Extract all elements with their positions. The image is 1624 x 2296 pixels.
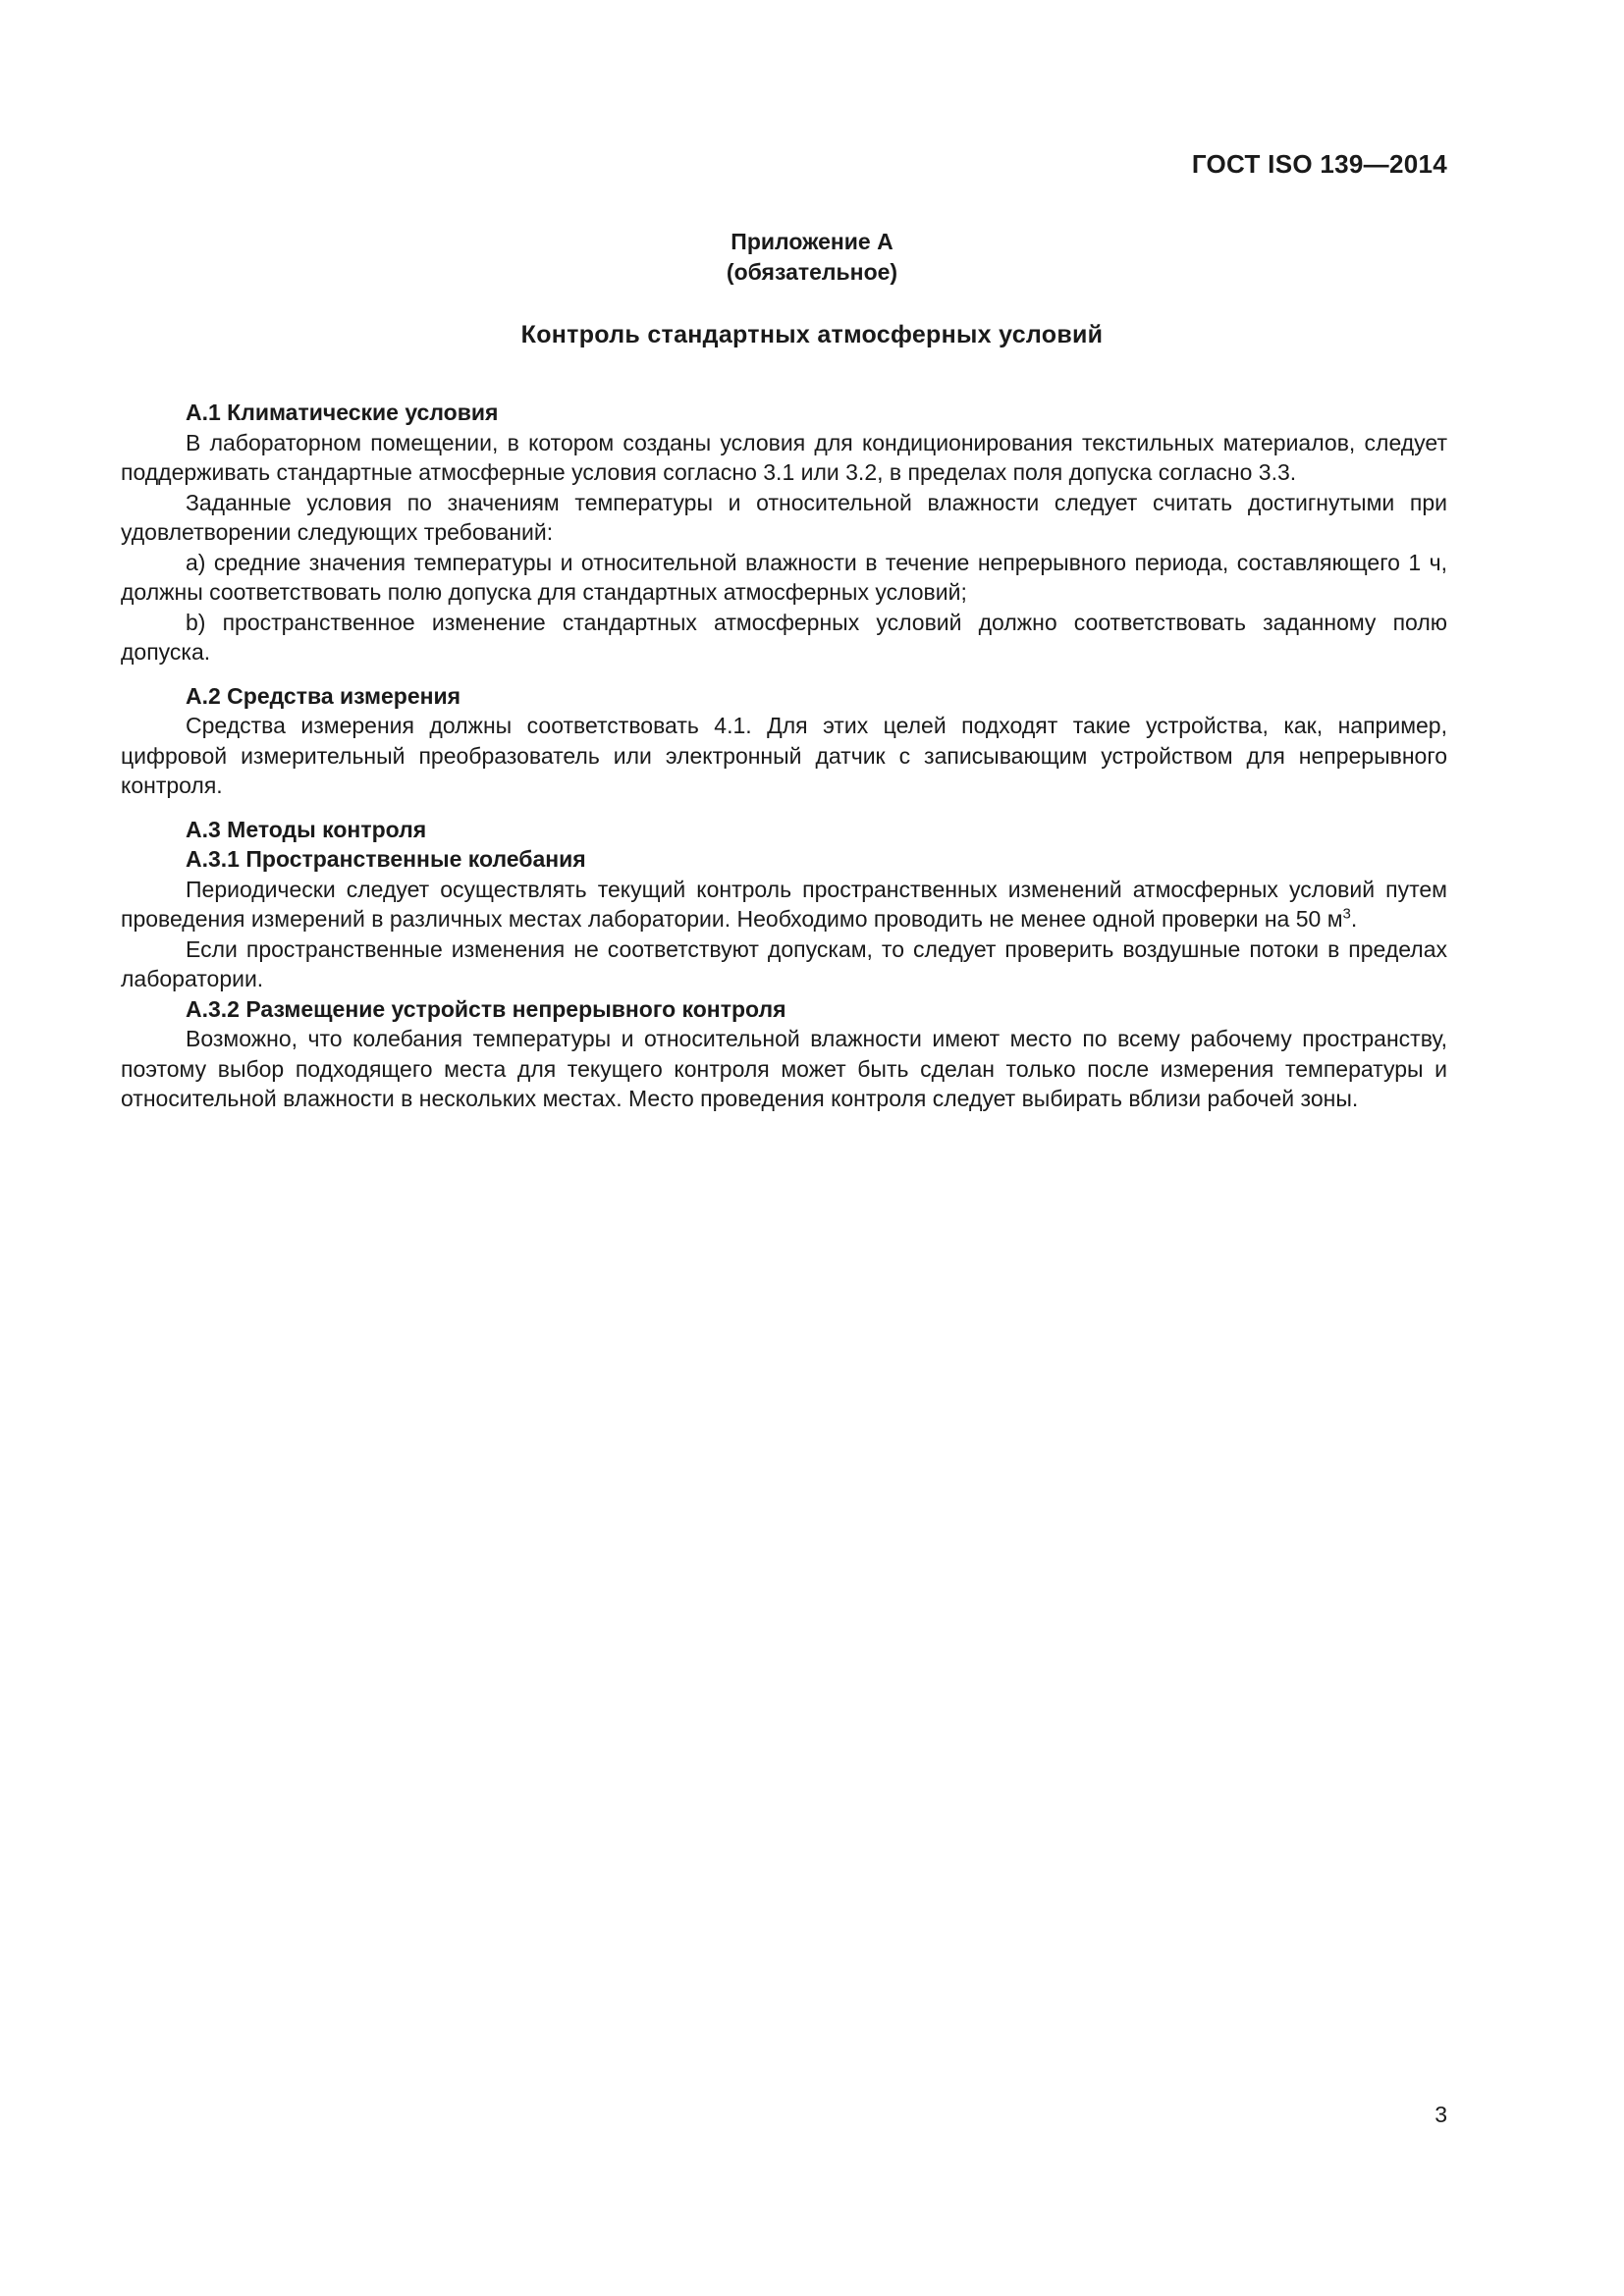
page-number: 3 [1435, 2102, 1447, 2127]
list-item-a: а) средние значения температуры и относительной влажности в течение непрерывного периода, составляющего 1 ч, должны соответствовать полю допуска для стандартных атмосферных условий; [121, 549, 1447, 605]
annex-label: Приложение А [731, 229, 893, 254]
superscript: 3 [1342, 905, 1351, 923]
subsection-heading-a32: А.3.2 Размещение устройств непрерывного контроля [186, 995, 786, 1022]
annex-header [0, 227, 1624, 288]
paragraph-end: . [1350, 906, 1358, 932]
section-heading-a2: А.2 Средства измерения [186, 682, 461, 709]
paragraph: Средства измерения должны соответствовать 4.1. Для этих целей подходят такие устройства, как, например, цифровой измерительный преобразователь или электронный датчик с записывающим устройством для непрерывного контроля. [121, 713, 1447, 798]
paragraph: Возможно, что колебания температуры и относительной влажности имеют место по всему рабочему пространству, поэтому выбор подходящего места для текущего контроля может быть сделан только после измерения температуры и относительной влажности в нескольких местах. Место проведения контроля следует выбирать вблизи рабочей зоны. [121, 1026, 1447, 1111]
document-body [121, 398, 1447, 1114]
paragraph: В лабораторном помещении, в котором созданы условия для кондиционирования текстильных материалов, следует поддерживать стандартные атмосферные условия согласно 3.1 или 3.2, в пределах поля допуска согласно 3.3. [121, 429, 1447, 485]
paragraph: Заданные условия по значениям температуры и относительной влажности следует считать достигнутыми при удовлетворении следующих требований: [121, 489, 1447, 545]
annex-status: (обязательное) [726, 259, 898, 285]
paragraph: Если пространственные изменения не соответствуют допускам, то следует проверить воздушные потоки в пределах лаборатории. [121, 935, 1447, 991]
document-code: ГОСТ ISO 139—2014 [1191, 149, 1447, 179]
paragraph-text: Периодически следует осуществлять текущий контроль пространственных изменений атмосферных условий путем проведения измерений в различных местах лаборатории. Необходимо проводить не менее одной проверки на 50 м [121, 876, 1447, 932]
list-item-b: b) пространственное изменение стандартных атмосферных условий должно соответствовать заданному полю допуска. [121, 609, 1447, 665]
annex-title: Контроль стандартных атмосферных условий [520, 321, 1104, 348]
paragraph [121, 875, 1447, 934]
subsection-heading-a31: А.3.1 Пространственные колебания [186, 846, 586, 872]
section-heading-a1: А.1 Климатические условия [186, 400, 499, 425]
section-heading-a3: А.3 Методы контроля [186, 816, 427, 842]
